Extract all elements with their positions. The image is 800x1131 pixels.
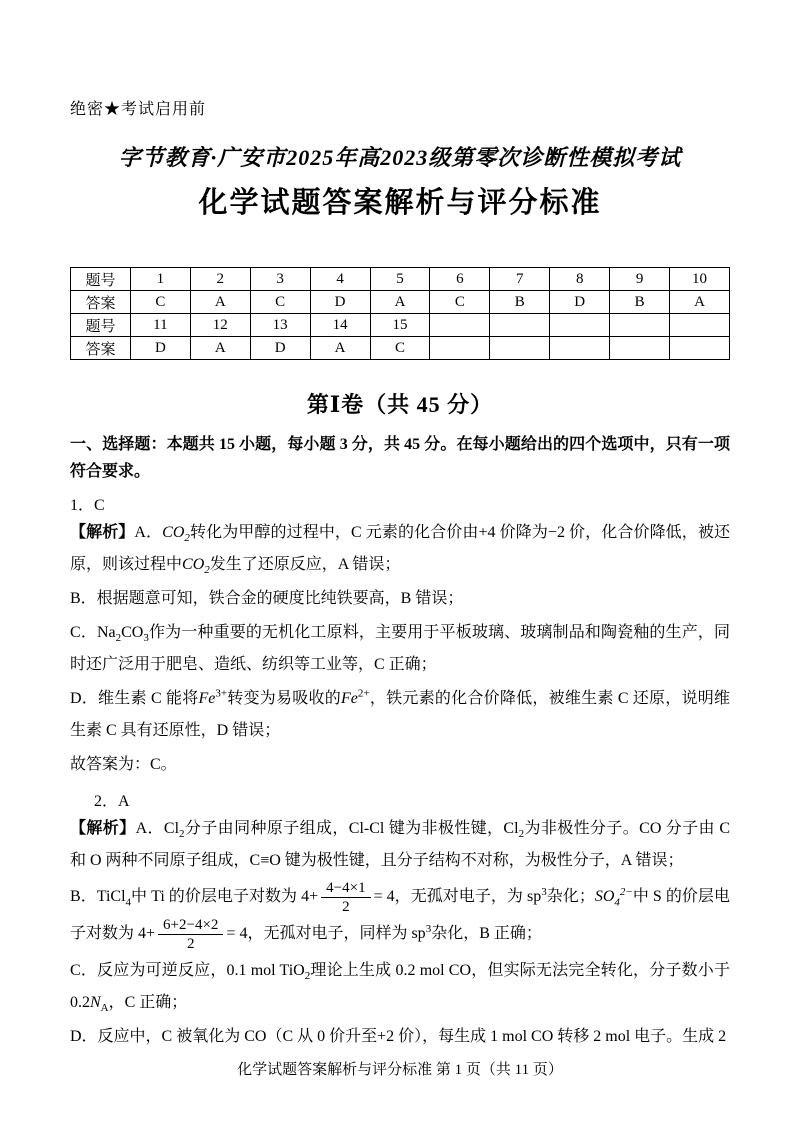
- empty-cell: [670, 337, 730, 360]
- answer-cell: B: [490, 291, 550, 314]
- q1-option-c-analysis: C．$Na_2CO_3$作为一种重要的无机化工原料，主要用于平板玻璃、玻璃制品和陶瓷釉的生产，同时还广泛用于肥皂、造纸、纺织等工业等，C 正确；: [70, 624, 730, 674]
- answer-cell: A: [310, 337, 370, 360]
- q1-option-b-analysis: B．根据题意可知，铁合金的硬度比纯铁要高，B 错误；: [70, 590, 464, 608]
- answer-cell: B: [610, 291, 670, 314]
- answer-cell: C: [430, 291, 490, 314]
- answer-cell: C: [370, 337, 430, 360]
- q1-answer-line: 1．C: [70, 497, 105, 515]
- empty-cell: [610, 314, 670, 337]
- answer-cell: D: [550, 291, 610, 314]
- row-header-cell: 题号: [71, 268, 131, 291]
- question-number-cell: 1: [130, 268, 190, 291]
- document-title: 化学试题答案解析与评分标准: [198, 187, 602, 219]
- empty-cell: [550, 337, 610, 360]
- table-row-question-numbers-1-10: [71, 268, 730, 291]
- q2-answer-line: 2．A: [94, 793, 130, 811]
- part-one-title: 第Ⅰ卷（共 45 分）: [306, 392, 494, 417]
- question-number-cell: 2: [190, 268, 250, 291]
- answer-cell: D: [250, 337, 310, 360]
- q2-option-c-analysis: C．反应为可逆反应，0.1 mol TiO$_2$理论上生成 0.2 mol CO，但实际无法完全转化，分子数小于 $0.2N_A$，C 正确；: [70, 962, 730, 1015]
- q1-option-d-analysis: D．维生素 C 能将$Fe^{3+}$转变为易吸收的$Fe^{2+}$，铁元素的化合价降低，被维生素 C 还原，说明维生素 C 具有还原性，D 错误；: [70, 688, 730, 740]
- question-number-cell: 7: [490, 268, 550, 291]
- row-header-cell: 题号: [71, 314, 131, 337]
- empty-cell: [430, 337, 490, 360]
- empty-cell: [610, 337, 670, 360]
- answer-cell: D: [310, 291, 370, 314]
- answer-cell: C: [130, 291, 190, 314]
- question-number-cell: 10: [670, 268, 730, 291]
- classification-label: 绝密★考试启用前: [70, 101, 207, 118]
- question-number-cell: 13: [250, 314, 310, 337]
- empty-cell: [430, 314, 490, 337]
- question-number-cell: 4: [310, 268, 370, 291]
- answer-key-table: [70, 267, 730, 360]
- empty-cell: [550, 314, 610, 337]
- question-number-cell: 6: [430, 268, 490, 291]
- question-number-cell: 12: [190, 314, 250, 337]
- question-number-cell: 11: [130, 314, 190, 337]
- answer-cell: A: [190, 337, 250, 360]
- q1-conclusion: 故答案为：C。: [70, 756, 177, 774]
- table-row-answers-11-15: [71, 337, 730, 360]
- question-number-cell: 5: [370, 268, 430, 291]
- table-row-answers-1-10: [71, 291, 730, 314]
- empty-cell: [490, 314, 550, 337]
- answer-cell: C: [250, 291, 310, 314]
- answer-cell: D: [130, 337, 190, 360]
- empty-cell: [670, 314, 730, 337]
- table-row-question-numbers-11-15: [71, 314, 730, 337]
- answer-cell: A: [670, 291, 730, 314]
- section-instruction: 一、选择题：本题共 15 小题，每小题 3 分，共 45 分。在每小题给出的四个选项中，只有一项符合要求。: [70, 436, 730, 481]
- row-header-cell: 答案: [71, 291, 131, 314]
- q1-option-a-analysis: 【解析】A．$CO_2$转化为甲醇的过程中，C 元素的化合价由+4 价降为−2 价，化合价降低，被还原，则该过程中$CO_2$发生了还原反应，A 错误；: [70, 524, 730, 577]
- question-number-cell: 15: [370, 314, 430, 337]
- q2-option-d-analysis: D．反应中，C 被氧化为 CO（C 从 0 价升至+2 价），每生成 1 mol CO 转移 2 mol 电子。生成 2: [70, 1028, 727, 1046]
- q2-option-b-analysis: B．TiCl$_4$中 Ti 的价层电子对数为 4+ $\frac{4-4\times 1}{2}$ = 4，无孤对电子，为 $sp^3$杂化；$SO_4^{2-}$中 S 的价层电子对数为 4+ $\frac{6+2-4\times 2}{2}$ = 4，无孤对电子，同样为 $sp^3$杂化，B 正确；: [70, 880, 730, 953]
- page-footer: 化学试题答案解析与评分标准 第 1 页（共 11 页）: [237, 1062, 563, 1078]
- question-number-cell: 3: [250, 268, 310, 291]
- answer-cell: A: [190, 291, 250, 314]
- question-number-cell: 9: [610, 268, 670, 291]
- answer-cell: A: [370, 291, 430, 314]
- question-number-cell: 8: [550, 268, 610, 291]
- empty-cell: [490, 337, 550, 360]
- exam-title: 字节教育·广安市2025年高2023级第零次诊断性模拟考试: [118, 145, 682, 170]
- row-header-cell: 答案: [71, 337, 131, 360]
- question-number-cell: 14: [310, 314, 370, 337]
- q2-option-a-analysis: 【解析】A．$Cl_2$分子由同种原子组成，Cl-Cl 键为非极性键，$Cl_2$为非极性分子。CO 分子由 C 和 O 两种不同原子组成，C≡O 键为极性键，且分子结构不对称，为极性分子，A 错误；: [70, 820, 730, 870]
